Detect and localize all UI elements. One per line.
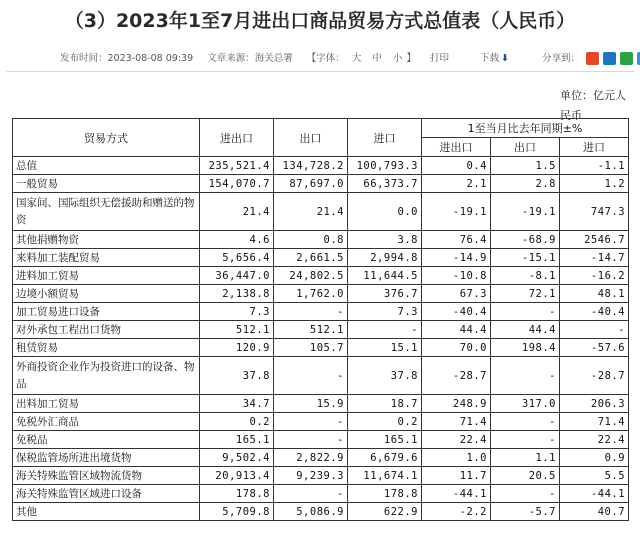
yoy-export-cell: 44.4 [491,321,560,339]
font-large-link[interactable]: 大 [351,53,362,64]
share-label: 分享到： [542,53,581,64]
yoy-import-cell: -44.1 [560,485,629,503]
table-row [13,175,629,193]
total-cell: 0.2 [200,413,274,431]
yoy-import-cell: 48.1 [560,285,629,303]
title-divider [6,71,634,72]
export-cell: 15.9 [274,395,348,413]
import-cell: 165.1 [348,431,422,449]
yoy-export-cell: 72.1 [491,285,560,303]
import-cell: 18.7 [348,395,422,413]
yoy-total-cell: -40.4 [422,303,491,321]
trade-mode-cell: 边境小额贸易 [13,285,200,303]
yoy-import-cell: 0.9 [560,449,629,467]
export-cell: 2,661.5 [274,249,348,267]
table-row [13,357,629,395]
subheader-yoy-import: 进口 [560,138,629,157]
yoy-import-cell: 2546.7 [560,231,629,249]
table-row [13,413,629,431]
font-end: 】 [406,53,416,64]
export-cell: - [274,431,348,449]
import-cell: 2,994.8 [348,249,422,267]
yoy-total-cell: 76.4 [422,231,491,249]
trade-mode-cell: 进料加工贸易 [13,267,200,285]
table-row [13,193,629,231]
trade-mode-cell: 其他 [13,503,200,521]
trade-mode-cell: 租赁贸易 [13,339,200,357]
export-cell: 1,762.0 [274,285,348,303]
total-cell: 4.6 [200,231,274,249]
table-row [13,431,629,449]
yoy-total-cell: 71.4 [422,413,491,431]
trade-mode-cell: 来料加工装配贸易 [13,249,200,267]
yoy-export-cell: 198.4 [491,339,560,357]
yoy-export-cell: -19.1 [491,193,560,231]
export-cell: 2,822.9 [274,449,348,467]
yoy-export-cell: - [491,303,560,321]
table-row [13,231,629,249]
trade-mode-cell: 保税监管场所进出境货物 [13,449,200,467]
yoy-import-cell: 71.4 [560,413,629,431]
yoy-total-cell: -14.9 [422,249,491,267]
total-cell: 154,070.7 [200,175,274,193]
import-cell: 0.0 [348,193,422,231]
total-cell: 235,521.4 [200,157,274,175]
trade-mode-cell: 国家间、国际组织无偿援助和赠送的物资 [13,193,200,231]
page-title: （3）2023年1至7月进出口商品贸易方式总值表（人民币） [64,10,576,32]
yoy-export-cell: -8.1 [491,267,560,285]
import-cell: 15.1 [348,339,422,357]
print-link[interactable]: 打印 [430,53,450,64]
export-cell: - [274,413,348,431]
table-row [13,449,629,467]
yoy-total-cell: 44.4 [422,321,491,339]
export-cell: - [274,485,348,503]
yoy-total-cell: -28.7 [422,357,491,395]
yoy-total-cell: -44.1 [422,485,491,503]
yoy-import-cell: 5.5 [560,467,629,485]
export-cell: - [274,303,348,321]
total-cell: 21.4 [200,193,274,231]
table-row [13,249,629,267]
export-cell: 9,239.3 [274,467,348,485]
download-link[interactable] [480,50,509,64]
publish-label: 发布时间： [60,53,108,64]
yoy-export-cell: 1.1 [491,449,560,467]
subheader-yoy-export: 出口 [491,138,560,157]
yoy-export-cell: 20.5 [491,467,560,485]
total-cell: 37.8 [200,357,274,395]
import-cell: 66,373.7 [348,175,422,193]
export-cell: - [274,357,348,395]
yoy-export-cell: 317.0 [491,395,560,413]
yoy-export-cell: 1.5 [491,157,560,175]
table-row [13,303,629,321]
trade-mode-cell: 海关特殊监管区域进口设备 [13,485,200,503]
trade-mode-cell: 免税品 [13,431,200,449]
yoy-import-cell: 1.2 [560,175,629,193]
unit-label: 单位：亿元人民币 [560,89,626,122]
yoy-export-cell: -5.7 [491,503,560,521]
trade-mode-cell: 总值 [13,157,200,175]
import-cell: - [348,321,422,339]
export-cell: 21.4 [274,193,348,231]
yoy-export-cell: -68.9 [491,231,560,249]
yoy-export-cell: -15.1 [491,249,560,267]
import-cell: 178.8 [348,485,422,503]
font-small-link[interactable]: 小 [392,53,403,64]
header-yoy: 1至当月比去年同期±% [422,119,629,138]
yoy-total-cell: 248.9 [422,395,491,413]
yoy-import-cell: -40.4 [560,303,629,321]
publish-time: 2023-08-08 09:39 [107,53,194,64]
total-cell: 34.7 [200,395,274,413]
source-label: 文章来源： [207,53,255,64]
import-cell: 11,644.5 [348,267,422,285]
import-cell: 622.9 [348,503,422,521]
import-cell: 3.8 [348,231,422,249]
export-cell: 105.7 [274,339,348,357]
export-cell: 512.1 [274,321,348,339]
wechat-share-icon[interactable] [620,52,633,65]
yoy-total-cell: -10.8 [422,267,491,285]
total-cell: 20,913.4 [200,467,274,485]
yoy-total-cell: 11.7 [422,467,491,485]
export-cell: 134,728.2 [274,157,348,175]
header-import: 进口 [348,119,422,157]
share-area [542,50,640,65]
yoy-export-cell: - [491,431,560,449]
table-row [13,285,629,303]
yoy-total-cell: 0.4 [422,157,491,175]
yoy-total-cell: 1.0 [422,449,491,467]
font-medium-link[interactable]: 中 [372,53,382,64]
yoy-import-cell: 22.4 [560,431,629,449]
total-cell: 120.9 [200,339,274,357]
table-row [13,485,629,503]
yoy-import-cell: 206.3 [560,395,629,413]
header-trade-mode: 贸易方式 [13,119,200,157]
trade-mode-cell: 一般贸易 [13,175,200,193]
yoy-total-cell: 70.0 [422,339,491,357]
table-row [13,267,629,285]
yoy-export-cell: - [491,357,560,395]
yoy-import-cell: 40.7 [560,503,629,521]
import-cell: 37.8 [348,357,422,395]
yoy-import-cell: -57.6 [560,339,629,357]
export-cell: 5,086.9 [274,503,348,521]
yoy-export-cell: - [491,413,560,431]
import-cell: 0.2 [348,413,422,431]
qzone-share-icon[interactable] [603,52,616,65]
header-total: 进出口 [200,119,274,157]
table-row [13,503,629,521]
trade-mode-cell: 加工贸易进口设备 [13,303,200,321]
yoy-import-cell: - [560,321,629,339]
table-row [13,467,629,485]
total-cell: 9,502.4 [200,449,274,467]
trade-mode-cell: 出料加工贸易 [13,395,200,413]
total-cell: 2,138.8 [200,285,274,303]
total-cell: 512.1 [200,321,274,339]
total-cell: 5,656.4 [200,249,274,267]
article-meta [60,50,640,68]
table-row [13,395,629,413]
trade-mode-cell: 海关特殊监管区域物流货物 [13,467,200,485]
trade-mode-cell: 外商投资企业作为投资进口的设备、物品 [13,357,200,395]
import-cell: 6,679.6 [348,449,422,467]
weibo-share-icon[interactable] [586,52,599,65]
yoy-total-cell: -2.2 [422,503,491,521]
total-cell: 178.8 [200,485,274,503]
yoy-total-cell: -19.1 [422,193,491,231]
import-cell: 376.7 [348,285,422,303]
yoy-total-cell: 67.3 [422,285,491,303]
trade-mode-cell: 其他捐赠物资 [13,231,200,249]
yoy-import-cell: 747.3 [560,193,629,231]
table-row [13,321,629,339]
yoy-total-cell: 2.1 [422,175,491,193]
font-label: 【字体： [306,53,345,64]
table-row [13,339,629,357]
total-cell: 165.1 [200,431,274,449]
export-cell: 0.8 [274,231,348,249]
yoy-import-cell: -14.7 [560,249,629,267]
table-row [13,157,629,175]
subheader-yoy-total: 进出口 [422,138,491,157]
total-cell: 7.3 [200,303,274,321]
import-cell: 11,674.1 [348,467,422,485]
header-export: 出口 [274,119,348,157]
yoy-import-cell: -28.7 [560,357,629,395]
yoy-import-cell: -16.2 [560,267,629,285]
export-cell: 24,802.5 [274,267,348,285]
export-cell: 87,697.0 [274,175,348,193]
yoy-import-cell: -1.1 [560,157,629,175]
import-cell: 100,793.3 [348,157,422,175]
import-cell: 7.3 [348,303,422,321]
trade-mode-cell: 对外承包工程出口货物 [13,321,200,339]
yoy-total-cell: 22.4 [422,431,491,449]
yoy-export-cell: 2.8 [491,175,560,193]
download-arrow-icon: ⬇ [501,53,510,64]
download-label: 下载 [480,53,500,64]
trade-mode-table [12,118,629,521]
yoy-export-cell: - [491,485,560,503]
trade-mode-cell: 免税外汇商品 [13,413,200,431]
source-value: 海关总署 [254,53,293,64]
total-cell: 36,447.0 [200,267,274,285]
total-cell: 5,709.8 [200,503,274,521]
